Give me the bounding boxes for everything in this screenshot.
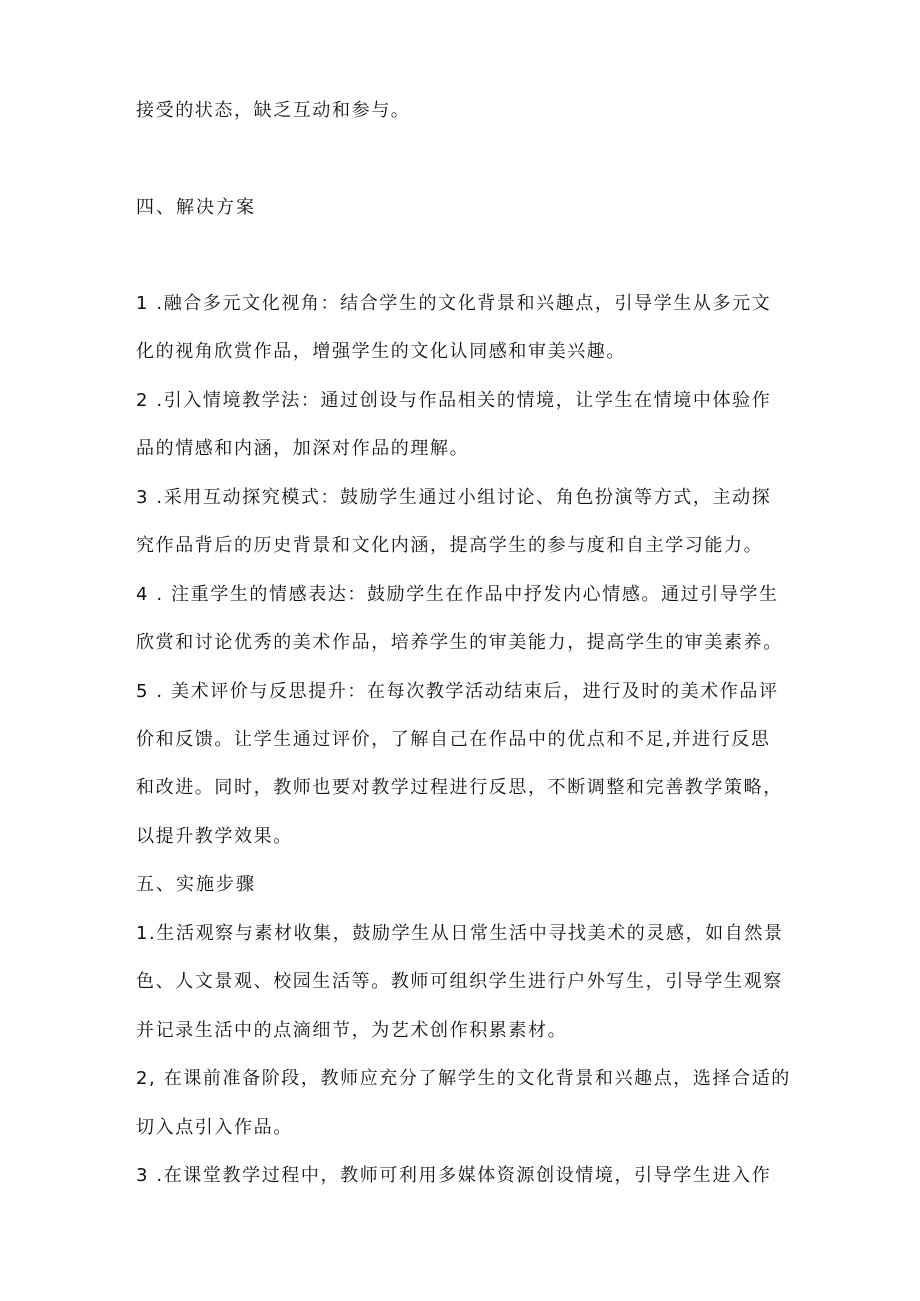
intro-line: 接受的状态，缺乏互动和参与。 (136, 100, 411, 121)
section-4-item-3-line-2: 究作品背后的历史背景和文化内涵，提高学生的参与度和自主学习能力。 (136, 535, 764, 556)
section-4-item-5-line-2: 价和反馈。让学生通过评价，了解自己在作品中的优点和不足,并进行反思 (136, 729, 771, 750)
section-5-heading: 五、实施步骤 (136, 874, 256, 895)
section-4-item-2-line-2: 品的情感和内涵，加深对作品的理解。 (136, 438, 470, 459)
section-4-item-5-line-1: 5 . 美术评价与反思提升：在每次教学活动结束后，进行及时的美术作品评 (136, 681, 779, 702)
section-5-item-2-line-2: 切入点引入作品。 (136, 1117, 293, 1138)
section-5-item-2-line-1: 2, 在课前准备阶段，教师应充分了解学生的文化背景和兴趣点，选择合适的 (136, 1068, 791, 1089)
section-5-item-1-line-3: 并记录生活中的点滴细节，为艺术创作积累素材。 (136, 1020, 568, 1041)
section-4-item-4-line-2: 欣赏和讨论优秀的美术作品，培养学生的审美能力，提高学生的审美素养。 (136, 632, 783, 653)
section-4-item-1-line-2: 化的视角欣赏作品，增强学生的文化认同感和审美兴趣。 (136, 341, 626, 362)
section-4-item-4-line-1: 4 . 注重学生的情感表达：鼓励学生在作品中抒发内心情感。通过引导学生 (136, 584, 779, 605)
section-5-item-3-line-1: 3 .在课堂教学过程中，教师可利用多媒体资源创设情境，引导学生进入作 (136, 1165, 772, 1186)
section-5-item-1-line-2: 色、人文景观、校园生活等。教师可组织学生进行户外写生，引导学生观察 (136, 971, 783, 992)
section-4-item-5-line-4: 以提升教学效果。 (136, 826, 293, 847)
section-4-item-5-line-3: 和改进。同时，教师也要对教学过程进行反思，不断调整和完善教学策略， (136, 777, 783, 798)
section-4-item-2-line-1: 2 .引入情境教学法：通过创设与作品相关的情境，让学生在情境中体验作 (136, 390, 772, 411)
section-4-item-3-line-1: 3 .采用互动探究模式：鼓励学生通过小组讨论、角色扮演等方式，主动探 (136, 487, 772, 508)
section-4-item-1-line-1: 1 .融合多元文化视角：结合学生的文化背景和兴趣点，引导学生从多元文 (136, 293, 772, 314)
section-4-heading: 四、解决方案 (136, 197, 256, 218)
section-5-item-1-line-1: 1.生活观察与素材收集，鼓励学生从日常生活中寻找美术的灵感，如自然景 (136, 923, 784, 944)
